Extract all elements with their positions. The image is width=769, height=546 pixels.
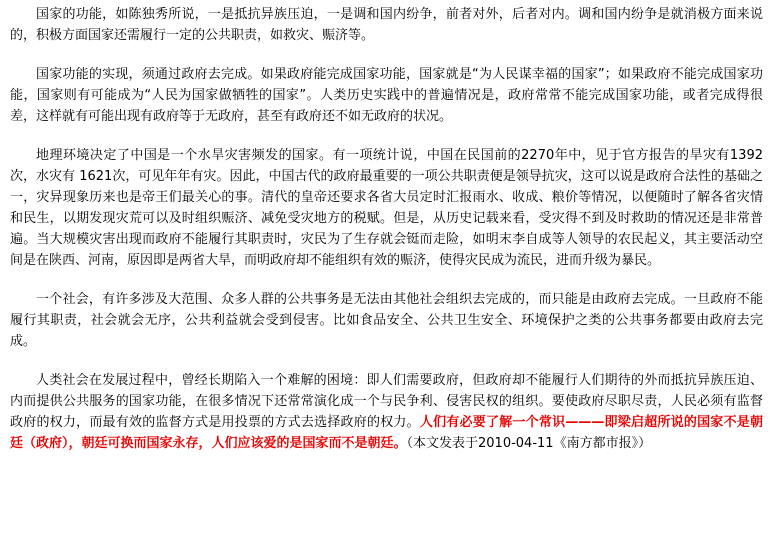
paragraph-4: 一个社会，有许多涉及大范围、众多人群的公共事务是无法由其他社会组织去完成的，而只能是由政府去完成。一旦政府不能履行其职责，社会就会无序，公共利益就会受到侵害。比如食品安全、公共卫生安全、环境保护之类的公共事务都要由政府去完成。 — [10, 292, 763, 349]
paragraph-5 — [10, 370, 763, 454]
highlighted-conclusion: 人们有必要了解一个常识———即梁启超所说的国家不是朝廷（政府），朝廷可换而国家永存，人们应该爱的是国家而不是朝廷。 — [10, 415, 763, 451]
paragraph-5-text: 人类社会在发展过程中，曾经长期陷入一个难解的困境：即人们需要政府，但政府却不能履行人们期待的外而抵抗异族压迫、内而提供公共服务的国家功能，在很多情况下还常常演化成一个与民争利、侵害民权的组织。要使政府尽职尽责，人民必须有监督政府的权力，而最有效的监督方式是用投票的方式去选择政府的权力。 — [10, 373, 763, 430]
paragraph-1: 国家的功能，如陈独秀所说，一是抵抗异族压迫，一是调和国内纷争，前者对外，后者对内。调和国内纷争是就消极方面来说的，积极方面国家还需履行一定的公共职责，如救灾、赈济等。 — [10, 7, 763, 43]
paragraph-3: 地理环境决定了中国是一个水旱灾害频发的国家。有一项统计说，中国在民国前的2270年中，见于官方报告的旱灾有1392次，水灾有 1621次，可见年年有灾。因此，中国古代的政府最重要的一项公共职责便是领导抗灾，这可以说是政府合法性的基础之一，灾异现象历来也是帝王们最关心的事。清代的皇帝还要求各省大员定时汇报雨水、收成、粮价等情况，以便随时了解各省灾情和民生，以期发现灾荒可以及时组织赈济、减免受灾地方的税赋。但是，从历史记载来看，受灾得不到及时救助的情况还是非常普遍。当大规模灾害出现而政府不能履行其职责时，灾民为了生存就会铤而走险，如明末李自成等人领导的农民起义，其主要活动空间是在陕西、河南，原因即是两省大旱，而明政府却不能组织有效的赈济，使得灾民成为流民，进而升级为暴民。 — [10, 148, 763, 268]
source-note: （本文发表于2010-04-11《南方都市报》） — [406, 436, 652, 451]
paragraph-2: 国家功能的实现，须通过政府去完成。如果政府能完成国家功能，国家就是“为人民谋幸福的国家”；如果政府不能完成国家功能，国家则有可能成为“人民为国家做牺牲的国家”。人类历史实践中的普遍情况是，政府常常不能完成国家功能，或者完成得很差，这样就有可能出现有政府等于无政府，甚至有政府还不如无政府的状况。 — [10, 67, 763, 124]
